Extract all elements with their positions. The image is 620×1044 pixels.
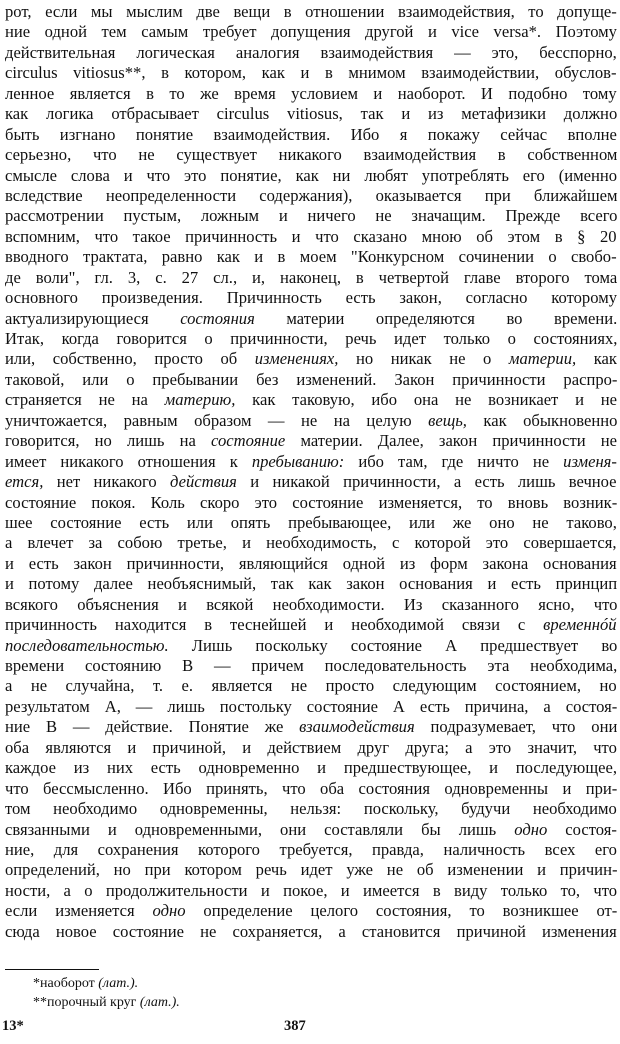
italic-span: пребыванию: bbox=[251, 451, 345, 471]
text-line bbox=[5, 758, 617, 778]
text-span: уничтожается, равным образом — не на целую bbox=[5, 410, 429, 430]
footnote-mark: * bbox=[33, 976, 40, 991]
italic-span: взаимодействия bbox=[299, 717, 415, 737]
text-span: действительная логическая аналогия взаимодействия — это, бесспорно, bbox=[5, 42, 617, 62]
text-span: материи определяются во времени. bbox=[254, 308, 618, 328]
text-line bbox=[5, 820, 617, 840]
text-line bbox=[5, 901, 617, 921]
text-span: сюда новое состояние не сохраняется, а становится причиной изменения bbox=[5, 921, 617, 941]
text-line bbox=[5, 247, 617, 267]
text-span: вводного трактата, равно как и в моем "Конкурсном сочинении о свобо- bbox=[5, 247, 617, 267]
italic-span: одно bbox=[152, 901, 186, 921]
text-span: результатом А, — лишь постольку состояние А есть причина, а состоя- bbox=[5, 696, 618, 716]
text-line bbox=[5, 43, 617, 63]
italic-span: одно bbox=[514, 819, 548, 839]
text-span: смысле слова и что это понятие, как ни любят употреблять его (именно bbox=[5, 165, 618, 185]
text-span: Итак, когда говорится о причинности, речь идет только о состояниях, bbox=[5, 329, 618, 348]
text-span: и никакой причинности, а есть лишь вечное bbox=[236, 472, 617, 492]
text-line bbox=[5, 227, 617, 247]
text-line bbox=[5, 574, 617, 594]
italic-span: состояние bbox=[211, 431, 286, 451]
text-line bbox=[5, 697, 617, 717]
text-span: ние одной тем самым требует допущения другой и vice versa*. Поэтому bbox=[5, 22, 617, 42]
text-line bbox=[5, 779, 617, 799]
text-line bbox=[5, 390, 617, 410]
text-line bbox=[5, 288, 617, 308]
text-line bbox=[5, 206, 617, 226]
text-line bbox=[5, 738, 617, 758]
text-line bbox=[5, 411, 617, 431]
text-line bbox=[5, 840, 617, 860]
text-span: таковой, или о пребывании без изменений. Закон причинности распро- bbox=[5, 369, 618, 389]
text-line bbox=[5, 533, 617, 553]
italic-span: ется, bbox=[5, 472, 44, 492]
italic-span: действия bbox=[170, 472, 237, 492]
text-line bbox=[5, 309, 617, 329]
text-span: вследствие неопределенности содержания), оказывается при ближайшем bbox=[5, 185, 618, 205]
text-span: определение целого состояния, то возникшее от- bbox=[185, 901, 618, 921]
text-span: определений, но при котором речь идет уже не об изменении и причин- bbox=[5, 860, 618, 880]
text-span: ние В — действие. Понятие же bbox=[5, 717, 300, 737]
text-span: шее состояние есть или опять пребывающее, или же оно не таково, bbox=[5, 512, 617, 532]
text-line bbox=[5, 329, 617, 349]
text-span: материи. Далее, закон причинности не bbox=[285, 431, 618, 451]
text-span: ности, а о продолжительности и покое, и имеется в виду только то, что bbox=[5, 880, 618, 900]
text-span: или, собственно, просто об bbox=[5, 349, 255, 369]
body-text bbox=[5, 2, 617, 942]
italic-span: последовательностью. bbox=[5, 635, 169, 655]
text-span: рассмотрении пустым, ложным и ничего не значащим. Прежде всего bbox=[5, 206, 618, 226]
text-span: а влечет за собою третье, и необходимость, с которой это совершается, bbox=[5, 533, 617, 553]
text-line bbox=[5, 472, 617, 492]
text-span: времени состоянию В — причем последовательность эта необходима, bbox=[5, 656, 618, 675]
text-line bbox=[5, 349, 617, 369]
italic-span: вещь, bbox=[428, 410, 467, 430]
text-line bbox=[5, 22, 617, 42]
text-span: и есть закон причинности, являющийся одной из форм закона основания bbox=[5, 553, 617, 573]
text-span: ибо там, где ничто не bbox=[344, 451, 564, 471]
footnote-mark: ** bbox=[33, 995, 47, 1010]
page-number: 387 bbox=[284, 1018, 306, 1034]
text-span: де воли", гл. 3, с. 27 сл., и, наконец, в четвертой главе второго тома bbox=[5, 267, 618, 287]
text-span: как логика отбрасывает circulus vitiosus, так и из метафизики должно bbox=[5, 104, 618, 124]
footnote-language-note: (лат.). bbox=[98, 976, 139, 991]
text-span: каждое из них есть одновременно и предшествующее, и последующее, bbox=[5, 758, 617, 778]
text-span: как bbox=[576, 349, 617, 369]
footnote-rule bbox=[5, 969, 99, 970]
text-line bbox=[5, 104, 617, 124]
italic-span: изменениях, bbox=[254, 349, 339, 369]
text-span: всякого объяснения и всякой необходимости. Из сказанного ясно, что bbox=[5, 594, 618, 614]
text-span: причинность находится в теснейшей и необходимой связи с bbox=[5, 615, 544, 635]
text-span: состоя- bbox=[547, 819, 617, 839]
text-line bbox=[5, 922, 617, 942]
italic-span: материи, bbox=[508, 349, 577, 369]
footnote bbox=[33, 974, 180, 993]
text-line bbox=[5, 595, 617, 615]
text-span: ние, для сохранения которого требуется, правда, наличность всех его bbox=[5, 839, 617, 859]
footnote-text: наоборот bbox=[40, 976, 99, 991]
text-span: Лишь поскольку состояние А предшествует во bbox=[168, 635, 618, 655]
text-line bbox=[5, 268, 617, 288]
text-span: но никак не о bbox=[338, 349, 509, 369]
text-line bbox=[5, 493, 617, 513]
text-line bbox=[5, 166, 617, 186]
text-line bbox=[5, 63, 617, 83]
text-span: подразумевает, что они bbox=[414, 717, 618, 737]
text-line bbox=[5, 431, 617, 451]
text-span: актуализирующиеся bbox=[5, 308, 181, 328]
text-span: быть изгнано понятие взаимодействия. Ибо я покажу сейчас вполне bbox=[5, 124, 617, 144]
text-span: рот, если мы мыслим две вещи в отношении взаимодействия, то допуще- bbox=[5, 2, 617, 21]
text-span: если изменяется bbox=[5, 901, 153, 921]
text-line bbox=[5, 452, 617, 472]
text-span: имеет никакого отношения к bbox=[5, 451, 252, 471]
signature-mark: 13* bbox=[2, 1018, 24, 1034]
footnote-language-note: (лат.). bbox=[139, 995, 180, 1010]
text-span: страняется не на bbox=[5, 390, 165, 410]
footnotes bbox=[33, 974, 180, 1012]
text-line bbox=[5, 370, 617, 390]
italic-span: материю, bbox=[164, 390, 236, 410]
text-span: состояние покоя. Коль скоро это состояние изменяется, то вновь возник- bbox=[5, 492, 618, 512]
text-span: и потому далее необъяснимый, так как закон основания и есть принцип bbox=[5, 574, 618, 594]
text-line bbox=[5, 2, 617, 22]
text-line bbox=[5, 676, 617, 696]
text-span: вспомним, что такое причинность и что сказано мною об этом в § 20 bbox=[5, 226, 617, 246]
text-span: а не случайна, т. е. является не просто следующим состоянием, но bbox=[5, 676, 617, 696]
text-line bbox=[5, 84, 617, 104]
text-span: как таковую, ибо она не возникает и не bbox=[235, 390, 618, 410]
text-line bbox=[5, 145, 617, 165]
text-line bbox=[5, 186, 617, 206]
footnote bbox=[33, 993, 180, 1012]
text-line bbox=[5, 554, 617, 574]
text-span: как обыкновенно bbox=[466, 410, 618, 430]
text-span: ленное является в то же время условием и наоборот. И подобно тому bbox=[5, 83, 617, 103]
text-span: оба являются и причиной, и действием друг друга; а это значит, что bbox=[5, 737, 617, 757]
italic-span: временнóй bbox=[543, 615, 617, 635]
text-line bbox=[5, 799, 617, 819]
text-span: говорится, но лишь на bbox=[5, 431, 212, 451]
text-span: нет никакого bbox=[43, 472, 171, 492]
text-span: том необходимо одновременны, нельзя: поскольку, будучи необходимо bbox=[5, 799, 617, 819]
text-span: что бессмысленно. Ибо принять, что оба состояния одновременны и при- bbox=[5, 778, 618, 798]
text-line bbox=[5, 636, 617, 656]
italic-span: состояния bbox=[180, 308, 255, 328]
text-line bbox=[5, 513, 617, 533]
text-line bbox=[5, 656, 617, 676]
footnote-text: порочный круг bbox=[47, 995, 140, 1010]
text-span: связанными и одновременными, они составляли бы лишь bbox=[5, 819, 515, 839]
text-span: серьезно, что не существует никакого взаимодействия в собственном bbox=[5, 145, 618, 165]
text-line bbox=[5, 881, 617, 901]
text-span: основного произведения. Причинность есть закон, согласно которому bbox=[5, 288, 617, 308]
text-line bbox=[5, 860, 617, 880]
text-span: circulus vitiosus**, в котором, как и в мнимом взаимодействии, обуслов- bbox=[5, 63, 617, 83]
italic-span: изменя- bbox=[563, 451, 617, 471]
text-line bbox=[5, 125, 617, 145]
text-line bbox=[5, 615, 617, 635]
text-line bbox=[5, 717, 617, 737]
